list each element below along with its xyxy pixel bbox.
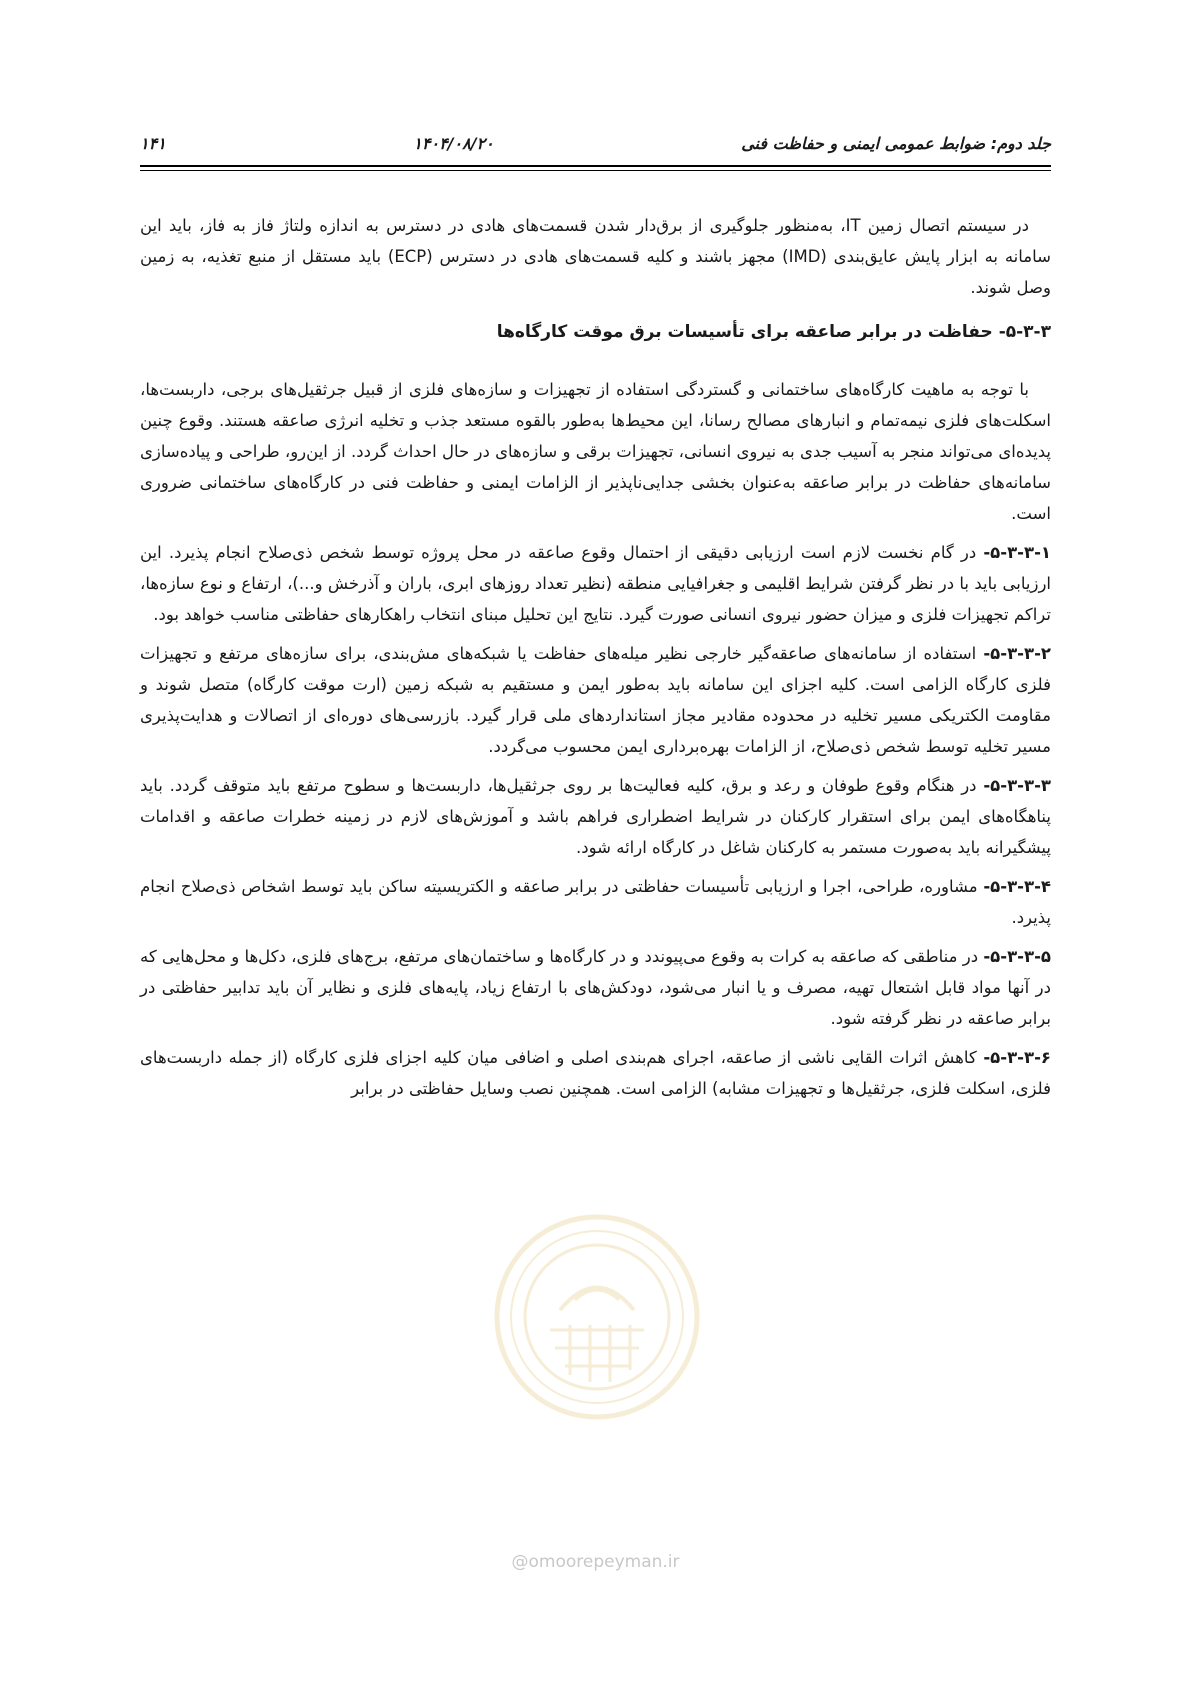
header-rule-thick xyxy=(140,165,1051,167)
emblem-seal-icon xyxy=(490,1210,705,1425)
intro-paragraph: در سیستم اتصال زمین IT، به‌منظور جلوگیری از برق‌دار شدن قسمت‌های هادی در دسترس به اندازه ولتاژ فاز به فاز، باید این سامانه به ابزار پایش عایق‌بندی (IMD) مجهز باشند و کلیه قسمت‌های هادی در دسترس (ECP) باید مستقل از منبع تغذیه، به زمین وصل شوند. xyxy=(140,216,1051,297)
section-heading: ۵-۳-۳- حفاظت در برابر صاعقه برای تأسیسات برق موقت کارگاه‌ها xyxy=(496,322,1051,342)
page-header xyxy=(140,130,1051,156)
clause-text: در هنگام وقوع طوفان و رعد و برق، کلیه فعالیت‌ها بر روی جرثقیل‌ها، داربست‌ها و سطوح مرتفع باید متوقف گردد. باید پناهگاه‌های ایمن برای استقرار کارکنان در شرایط اضطراری فراهم باشد و آموزش‌های لازم در زمینه خطرات صاعقه و اقدامات پیشگیرانه باید به‌صورت مستمر به کارکنان شاغل در کارگاه ارائه شود. xyxy=(140,776,1051,857)
header-date: ۱۴۰۴/۰۸/۲۰ xyxy=(413,133,494,153)
clause-number: ۵-۳-۳-۱- xyxy=(983,543,1051,562)
clause-number: ۵-۳-۳-۵- xyxy=(983,947,1051,966)
section-lead-paragraph: با توجه به ماهیت کارگاه‌های ساختمانی و گستردگی استفاده از تجهیزات و سازه‌های فلزی از قبیل جرثقیل‌های برجی، داربست‌ها، اسکلت‌های فلزی نیمه‌تمام و انبارهای مصالح رسانا، این محیط‌ها به‌طور بالقوه مستعد جذب و تخلیه انرژی صاعقه هستند. وقوع چنین پدیده‌ای می‌تواند منجر به آسیب جدی به نیروی انسانی، تجهیزات برقی و سازه‌های در حال احداث گردد. از این‌رو، طراحی و پیاده‌سازی سامانه‌های حفاظت در برابر صاعقه به‌عنوان بخشی جدایی‌ناپذیر از الزامات ایمنی و حفاظت فنی در کارگاه‌های ساختمانی ضروری است. xyxy=(140,380,1051,523)
clause-number: ۵-۳-۳-۳- xyxy=(983,776,1051,795)
page-body xyxy=(140,210,1051,1112)
clause-text: مشاوره، طراحی، اجرا و ارزیابی تأسیسات حفاظتی در برابر صاعقه و الکتریسیته ساکن باید توسط اشخاص ذی‌صلاح انجام پذیرد. xyxy=(140,877,1051,927)
clause-text: استفاده از سامانه‌های صاعقه‌گیر خارجی نظیر میله‌های حفاظت یا شبکه‌های مش‌بندی، برای سازه‌های مرتفع و تجهیزات فلزی کارگاه الزامی است. کلیه اجزای این سامانه باید به‌طور ایمن و مستقیم به شبکه زمین (ارت موقت کارگاه) متصل شوند و مقاومت الکتریکی مسیر تخلیه در محدوده مقادیر مجاز استانداردهای ملی قرار گیرد. بازرسی‌های دوره‌ای از اتصالات و هدایت‌پذیری مسیر تخلیه توسط شخص ذی‌صلاح، از الزامات بهره‌برداری ایمن محسوب می‌گردد. xyxy=(140,644,1051,756)
header-rule-thin xyxy=(140,170,1051,171)
clause-item xyxy=(140,871,1051,933)
clause-item xyxy=(140,1042,1051,1104)
clause-number: ۵-۳-۳-۴- xyxy=(983,877,1051,896)
clause-text: در گام نخست لازم است ارزیابی دقیقی از احتمال وقوع صاعقه در محل پروژه توسط شخص ذی‌صلاح انجام پذیرد. این ارزیابی باید با در نظر گرفتن شرایط اقلیمی و جغرافیایی منطقه (نظیر تعداد روزهای ابری، باران و آذرخش و...)، ارتفاع و نوع سازه‌ها، تراکم تجهیزات فلزی و میزان حضور نیروی انسانی صورت گیرد. نتایج این تحلیل مبنای انتخاب راهکارهای حفاظتی مناسب خواهد بود. xyxy=(140,543,1051,624)
clause-number: ۵-۳-۳-۶- xyxy=(983,1048,1051,1067)
clause-number: ۵-۳-۳-۲- xyxy=(983,644,1051,663)
clause-text: کاهش اثرات القایی ناشی از صاعقه، اجرای هم‌بندی اصلی و اضافی میان کلیه اجزای فلزی کارگاه (از جمله داربست‌های فلزی، اسکلت فلزی، جرثقیل‌ها و تجهیزات مشابه) الزامی است. همچنین نصب وسایل حفاظتی در برابر xyxy=(140,1048,1051,1098)
page-number: ۱۴۱ xyxy=(140,133,166,153)
header-title: جلد دوم: ضوابط عمومی ایمنی و حفاظت فنی xyxy=(741,133,1051,153)
clause-item xyxy=(140,537,1051,630)
watermark-text: @omoorepeyman.ir xyxy=(511,1552,680,1572)
clause-item xyxy=(140,770,1051,863)
clause-item xyxy=(140,941,1051,1034)
clause-item xyxy=(140,638,1051,762)
clause-text: در مناطقی که صاعقه به کرات به وقوع می‌پیوندد و در کارگاه‌ها و ساختمان‌های مرتفع، برج‌های فلزی، دکل‌ها و محل‌هایی که در آنها مواد قابل اشتعال تهیه، مصرف و یا انبار می‌شود، دودکش‌های با ارتفاع زیاد، پایه‌های فلزی و نظایر آن باید تدابیر حفاظتی در برابر صاعقه در نظر گرفته شود. xyxy=(139,947,1051,1028)
